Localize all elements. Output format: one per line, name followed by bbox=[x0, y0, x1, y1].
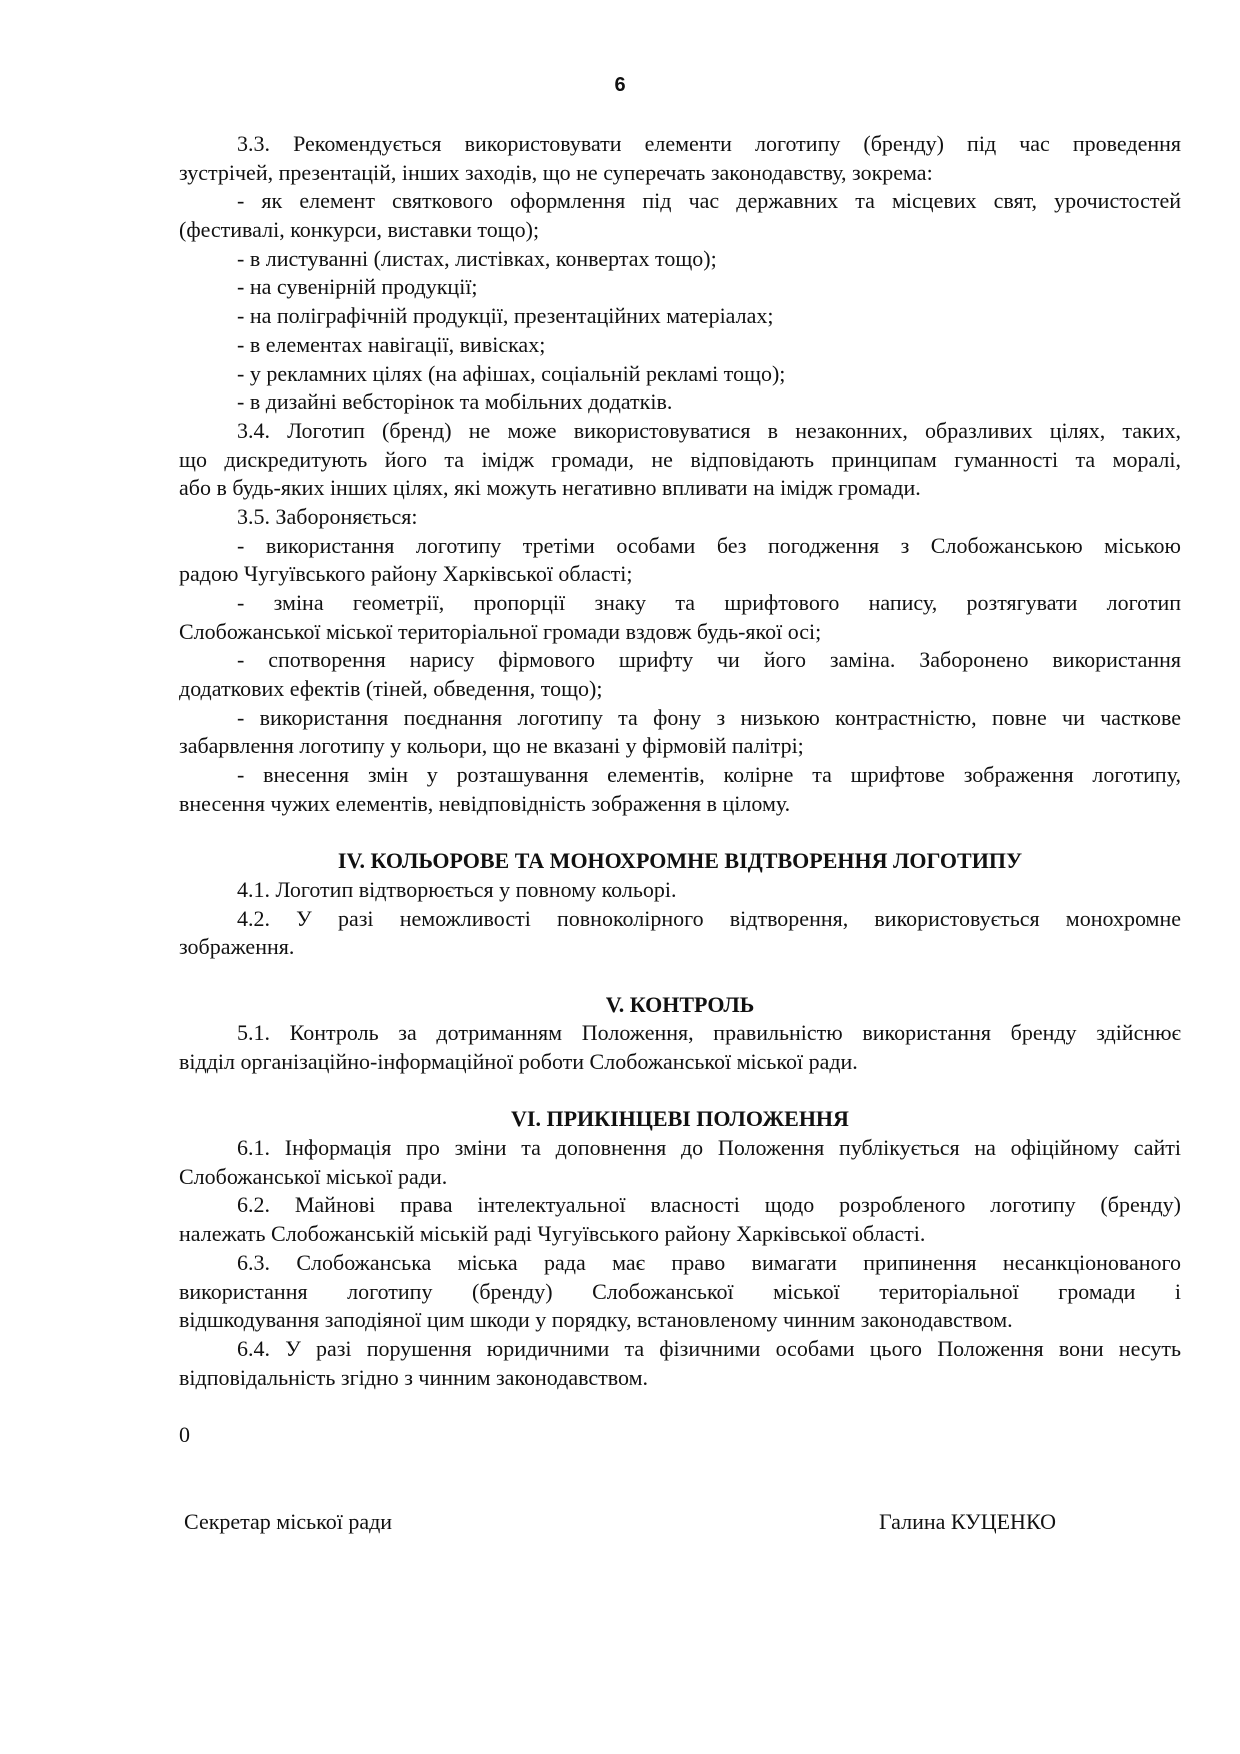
paragraph-line: - у рекламних цілях (на афішах, соціальній рекламі тощо); bbox=[237, 360, 786, 386]
section-heading: VI. ПРИКІНЦЕВІ ПОЛОЖЕННЯ bbox=[511, 1106, 849, 1132]
paragraph-line: - зміна геометрії, пропорції знаку та шрифтового напису, розтягувати логотип bbox=[237, 590, 1181, 615]
paragraph-line: Слобожанської міської територіальної громади вздовж будь-якої осі; bbox=[179, 618, 822, 644]
spacer bbox=[179, 819, 1181, 848]
paragraph-line: використання логотипу (бренду) Слобожанської міської територіальної громади і bbox=[179, 1278, 1181, 1304]
paragraph-line: додаткових ефектів (тіней, обведення, тощо); bbox=[179, 676, 603, 702]
paragraph-line: 6.3. Слобожанська міська рада має право вимагати припинення несанкціонованого bbox=[237, 1249, 1181, 1275]
paragraph-line: 3.5. Забороняється: bbox=[237, 503, 418, 529]
paragraph-line: - як елемент святкового оформлення під час державних та місцевих свят, урочистостей bbox=[237, 188, 1181, 214]
section-heading: V. КОНТРОЛЬ bbox=[605, 991, 755, 1017]
paragraph-line: відшкодування заподіяної цим шкоди у порядку, встановленому чинним законодавством. bbox=[179, 1307, 1013, 1333]
spacer bbox=[179, 1392, 1181, 1421]
stray-mark: 0 bbox=[179, 1421, 190, 1447]
paragraph-line: - спотворення нарису фірмового шрифту чи його заміна. Заборонено використання bbox=[237, 647, 1181, 673]
spacer bbox=[179, 1077, 1181, 1106]
paragraph-line: 5.1. Контроль за дотриманням Положення, правильністю використання бренду здійснює bbox=[237, 1020, 1181, 1046]
paragraph-line: 6.4. У разі порушення юридичними та фізичними особами цього Положення вони несуть bbox=[237, 1335, 1181, 1361]
paragraph-line: 3.3. Рекомендується використовувати елементи логотипу (бренду) під час проведення bbox=[237, 131, 1181, 156]
paragraph-line: (фестивалі, конкурси, виставки тощо); bbox=[179, 217, 540, 243]
paragraph-line: - на сувенірній продукції; bbox=[237, 274, 478, 300]
paragraph-line: забарвлення логотипу у кольори, що не вказані у фірмовій палітрі; bbox=[179, 733, 804, 759]
paragraph-line: 4.2. У разі неможливості повноколірного відтворення, використовується монохромне bbox=[237, 905, 1181, 931]
paragraph-line: - в дизайні вебсторінок та мобільних додатків. bbox=[237, 389, 673, 415]
paragraph-line: 6.2. Майнові права інтелектуальної власності щодо розробленого логотипу (бренду) bbox=[237, 1192, 1181, 1218]
paragraph-line: 4.1. Логотип відтворюється у повному кольорі. bbox=[237, 876, 677, 902]
paragraph-line: - на поліграфічній продукції, презентаційних матеріалах; bbox=[237, 303, 774, 329]
paragraph-line: зустрічей, презентацій, інших заходів, що не суперечать законодавству, зокрема: bbox=[179, 159, 933, 185]
signature-name: Галина КУЦЕНКО bbox=[879, 1509, 1056, 1534]
page-number: 6 bbox=[614, 74, 626, 96]
paragraph-line: 6.1. Інформація про зміни та доповнення до Положення публікується на офіційному сайті bbox=[237, 1135, 1181, 1161]
paragraph-line: або в будь-яких інших цілях, які можуть негативно впливати на імідж громади. bbox=[179, 475, 921, 501]
signature-position: Секретар міської ради bbox=[184, 1509, 393, 1534]
paragraph-line: відділ організаційно-інформаційної роботи Слобожанської міської ради. bbox=[179, 1049, 858, 1074]
paragraph-line: що дискредитують його та імідж громади, не відповідають принципам гуманності та моралі, bbox=[179, 446, 1181, 472]
document-body bbox=[179, 130, 1181, 1450]
paragraph-line: - внесення змін у розташування елементів, колірне та шрифтове зображення логотипу, bbox=[237, 762, 1181, 788]
paragraph-line: - використання логотипу третіми особами без погодження з Слобожанською міською bbox=[237, 532, 1181, 558]
paragraph-line: внесення чужих елементів, невідповідність зображення в цілому. bbox=[179, 790, 791, 816]
paragraph-line: 3.4. Логотип (бренд) не може використовуватися в незаконних, образливих цілях, таких, bbox=[237, 417, 1181, 443]
paragraph-line: - використання поєднання логотипу та фону з низькою контрастністю, повне чи часткове bbox=[237, 704, 1181, 730]
section-heading: IV. КОЛЬОРОВЕ ТА МОНОХРОМНЕ ВІДТВОРЕННЯ ЛОГОТИПУ bbox=[337, 848, 1023, 874]
paragraph-line: - в елементах навігації, вивісках; bbox=[237, 331, 546, 357]
spacer bbox=[179, 962, 1181, 991]
paragraph-line: радою Чугуївського району Харківської області; bbox=[179, 561, 633, 587]
paragraph-line: - в листуванні (листах, листівках, конвертах тощо); bbox=[237, 245, 717, 271]
paragraph-line: відповідальність згідно з чинним законодавством. bbox=[179, 1364, 648, 1390]
paragraph-line: зображення. bbox=[179, 934, 295, 960]
paragraph-line: Слобожанської міської ради. bbox=[179, 1163, 448, 1189]
paragraph-line: належать Слобожанській міській раді Чугуївського району Харківської області. bbox=[179, 1221, 926, 1247]
